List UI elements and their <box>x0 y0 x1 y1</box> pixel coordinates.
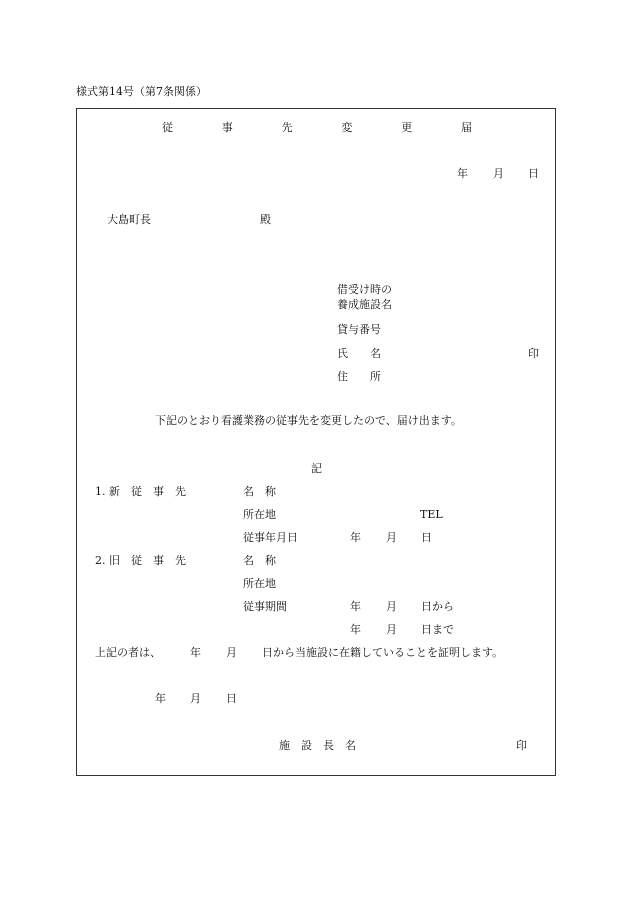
new-employer-location-label: 所在地 <box>243 508 276 521</box>
facility-head-label: 施 設 長 名 <box>279 739 356 752</box>
facility-label-line1: 借受け時の <box>337 283 392 296</box>
loan-number-label: 貸与番号 <box>337 323 381 336</box>
date-top-year: 年 <box>457 167 468 180</box>
statement-text: 下記のとおり看護業務の従事先を変更したので、届け出ます。 <box>155 414 462 427</box>
title-char: 変 <box>341 121 353 134</box>
addressee-name: 大島町長 <box>107 213 151 226</box>
new-employer-start-label: 従事年月日 <box>243 531 298 544</box>
new-employer-start-month: 月 <box>386 531 397 544</box>
title-char: 届 <box>460 121 472 134</box>
form-number: 様式第14号（第7条関係） <box>76 85 207 98</box>
form-frame <box>76 108 556 776</box>
new-employer-heading: 1. 新 従 事 先 <box>95 485 186 498</box>
new-employer-tel-label: TEL <box>420 508 443 521</box>
applicant-seal: 印 <box>528 347 539 360</box>
facility-head-seal: 印 <box>516 739 527 752</box>
date-top-month: 月 <box>493 167 504 180</box>
certification-month: 月 <box>226 646 237 659</box>
new-employer-name-label: 名 称 <box>243 485 276 498</box>
old-employer-to-day: 日まで <box>421 623 454 636</box>
facility-label-line2: 養成施設名 <box>337 298 392 311</box>
certification-year: 年 <box>190 646 201 659</box>
old-employer-from-day: 日から <box>421 600 454 613</box>
new-employer-start-year: 年 <box>350 531 361 544</box>
old-employer-location-label: 所在地 <box>243 577 276 590</box>
date-bottom-day: 日 <box>226 692 237 705</box>
applicant-address-label: 住 所 <box>337 370 381 383</box>
old-employer-to-month: 月 <box>386 623 397 636</box>
title-char: 更 <box>401 121 413 134</box>
form-title <box>162 121 472 135</box>
title-char: 事 <box>221 121 233 134</box>
old-employer-from-year: 年 <box>350 600 361 613</box>
old-employer-to-year: 年 <box>350 623 361 636</box>
certification-suffix: 日から当施設に在籍していることを証明します。 <box>262 646 504 659</box>
addressee-honorific: 殿 <box>260 213 271 226</box>
title-char: 従 <box>162 121 173 134</box>
date-bottom-year: 年 <box>155 692 166 705</box>
old-employer-period-label: 従事期間 <box>243 600 287 613</box>
new-employer-start-day: 日 <box>421 531 432 544</box>
title-char: 先 <box>281 121 293 134</box>
old-employer-from-month: 月 <box>386 600 397 613</box>
old-employer-heading: 2. 旧 従 事 先 <box>95 554 186 567</box>
applicant-name-label: 氏 名 <box>337 347 381 360</box>
old-employer-name-label: 名 称 <box>243 554 276 567</box>
certification-prefix: 上記の者は、 <box>95 646 161 659</box>
date-top-day: 日 <box>528 167 539 180</box>
date-bottom-month: 月 <box>190 692 201 705</box>
ki-mark: 記 <box>311 462 322 475</box>
